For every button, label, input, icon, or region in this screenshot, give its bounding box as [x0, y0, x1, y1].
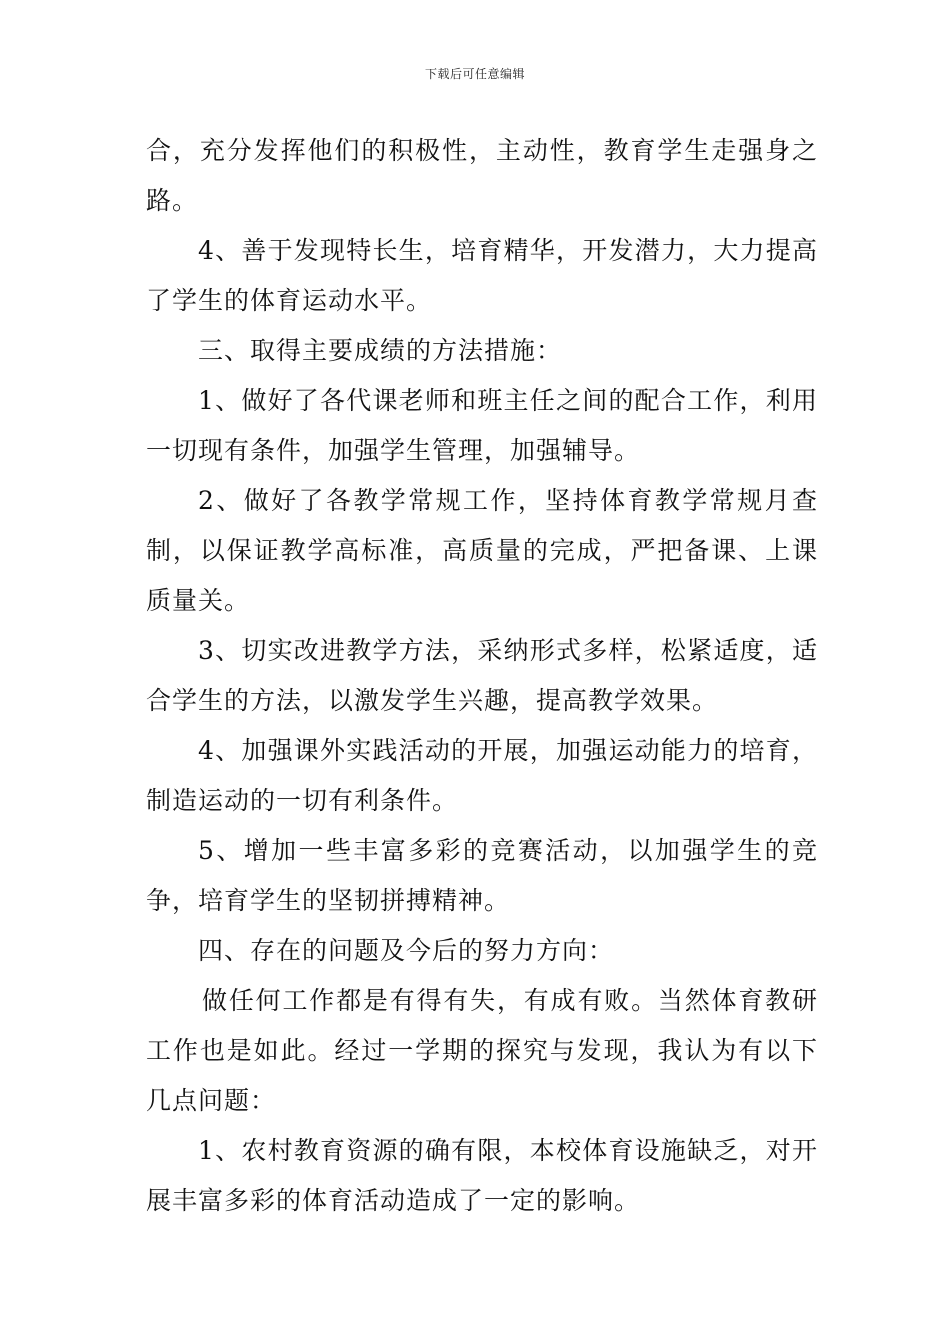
document-body	[146, 126, 818, 1226]
paragraph-6: 3、切实改进教学方法，采纳形式多样，松紧适度，适合学生的方法，以激发学生兴趣，提高教学效果。	[146, 636, 818, 715]
paragraph-11: 1、农村教育资源的确有限，本校体育设施缺乏，对开展丰富多彩的体育活动造成了一定的影响。	[146, 1136, 818, 1215]
paragraph-2: 4、善于发现特长生，培育精华，开发潜力，大力提高了学生的体育运动水平。	[146, 236, 818, 315]
section-heading-4: 四、存在的问题及今后的努力方向：	[198, 936, 615, 965]
section-heading-3: 三、取得主要成绩的方法措施：	[198, 336, 563, 365]
page-header: 下载后可任意编辑	[424, 67, 525, 81]
paragraph-7: 4、加强课外实践活动的开展，加强运动能力的培育，制造运动的一切有利条件。	[146, 736, 818, 815]
paragraph-5: 2、做好了各教学常规工作，坚持体育教学常规月查制，以保证教学高标准，高质量的完成，严把备课、上课质量关。	[146, 486, 818, 615]
paragraph-10: 做任何工作都是有得有失，有成有败。当然体育教研工作也是如此。经过一学期的探究与发现，我认为有以下几点问题：	[146, 986, 818, 1115]
paragraph-4: 1、做好了各代课老师和班主任之间的配合工作，利用一切现有条件，加强学生管理，加强辅导。	[146, 386, 818, 465]
paragraph-8: 5、增加一些丰富多彩的竞赛活动，以加强学生的竞争，培育学生的坚韧拼搏精神。	[146, 836, 818, 915]
paragraph-1: 合，充分发挥他们的积极性，主动性，教育学生走强身之路。	[146, 136, 818, 215]
